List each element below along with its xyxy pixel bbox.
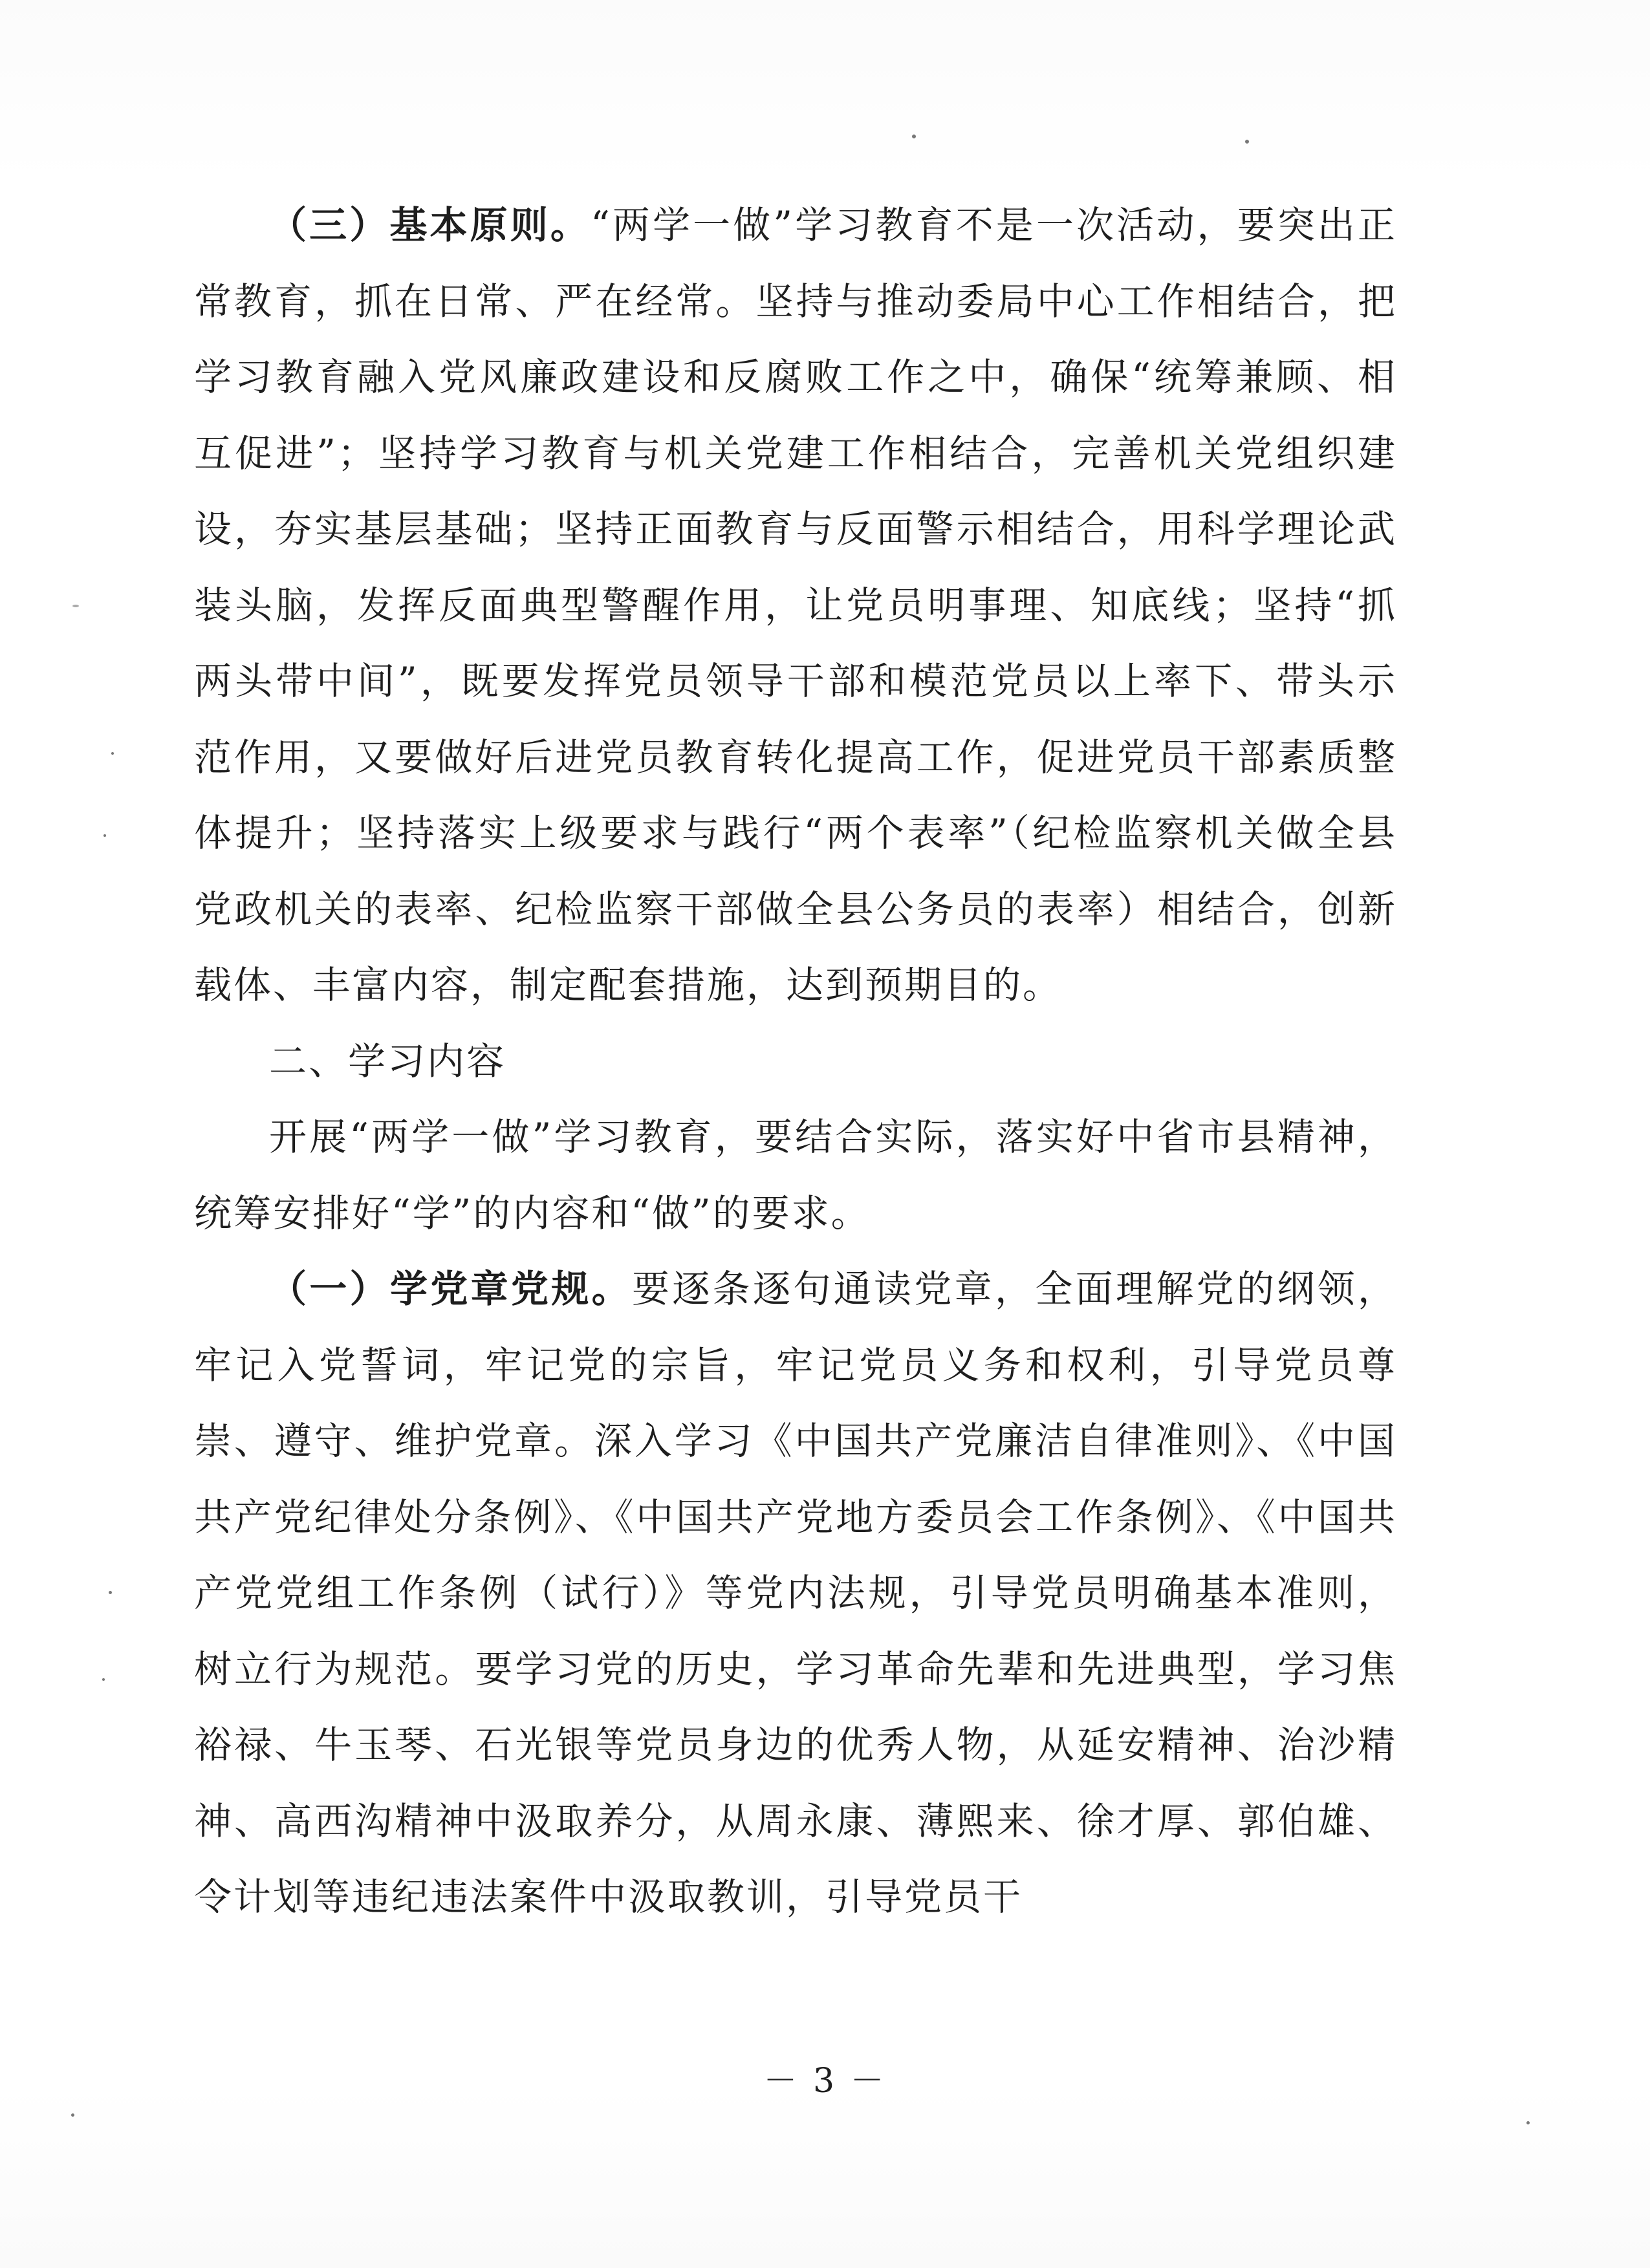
scan-speck <box>102 1678 105 1681</box>
paragraph-text: 要逐条逐句通读党章，全面理解党的纲领，牢记入党誓词，牢记党的宗旨，牢记党员义务和权利，引导党员尊崇、遵守、维护党章。深入学习《中国共产党廉洁自律准则》、《中国共产党纪律处分条例》、《中国共产党地方委员会工作条例》、《中国共产党党组工作条例（试行）》等党内法规，引导党员明确基本准则，树立行为规范。要学习党的历史，学习革命先辈和先进典型，学习焦裕禄、牛玉琴、石光银等党员身边的优秀人物，从延安精神、治沙精神、高西沟精神中汲取养分，从周永康、薄熙来、徐才厚、郭伯雄、令计划等违纪违法案件中汲取教训，引导党员干 <box>194 1267 1397 1919</box>
paragraph-text: “两学一做”学习教育不是一次活动，要突出正常教育，抓在日常、严在经常。坚持与推动委局中心工作相结合，把学习教育融入党风廉政建设和反腐败工作之中，确保“统筹兼顾、相互促进”；坚持学习教育与机关党建工作相结合，完善机关党组织建设，夯实基层基础；坚持正面教育与反面警示相结合，用科学理论武装头脑，发挥反面典型警醒作用，让党员明事理、知底线；坚持“抓两头带中间”，既要发挥党员领导干部和模范党员以上率下、带头示范作用，又要做好后进党员教育转化提高工作，促进党员干部素质整体提升；坚持落实上级要求与践行“两个表率”（纪检监察机关做全县党政机关的表率、纪检监察干部做全县公务员的表率）相结合，创新载体、丰富内容，制定配套措施，达到预期目的。 <box>194 203 1397 1007</box>
scan-speck <box>111 752 114 755</box>
paragraph-study-content-intro: 开展“两学一做”学习教育，要结合实际，落实好中省市县精神，统筹安排好“学”的内容和“做”的要求。 <box>194 1115 1397 1235</box>
section-heading-study-content: 二、学习内容 <box>269 1039 506 1083</box>
section-heading-basic-principles: （三）基本原则。 <box>269 203 591 247</box>
paragraph-party-constitution <box>194 1251 1397 1936</box>
page-number: － 3 － <box>763 2062 887 2101</box>
scan-speck <box>71 2113 74 2117</box>
paragraph-basic-principles <box>194 188 1397 1024</box>
scan-speck <box>109 1591 112 1594</box>
scan-speck <box>1526 2121 1530 2124</box>
body-text <box>194 188 1397 1936</box>
section-heading-party-constitution: （一）学党章党规。 <box>269 1267 632 1311</box>
scan-speck <box>1245 140 1249 144</box>
scan-speck <box>912 135 916 138</box>
scan-speck <box>72 605 79 607</box>
scan-speck <box>103 834 106 837</box>
